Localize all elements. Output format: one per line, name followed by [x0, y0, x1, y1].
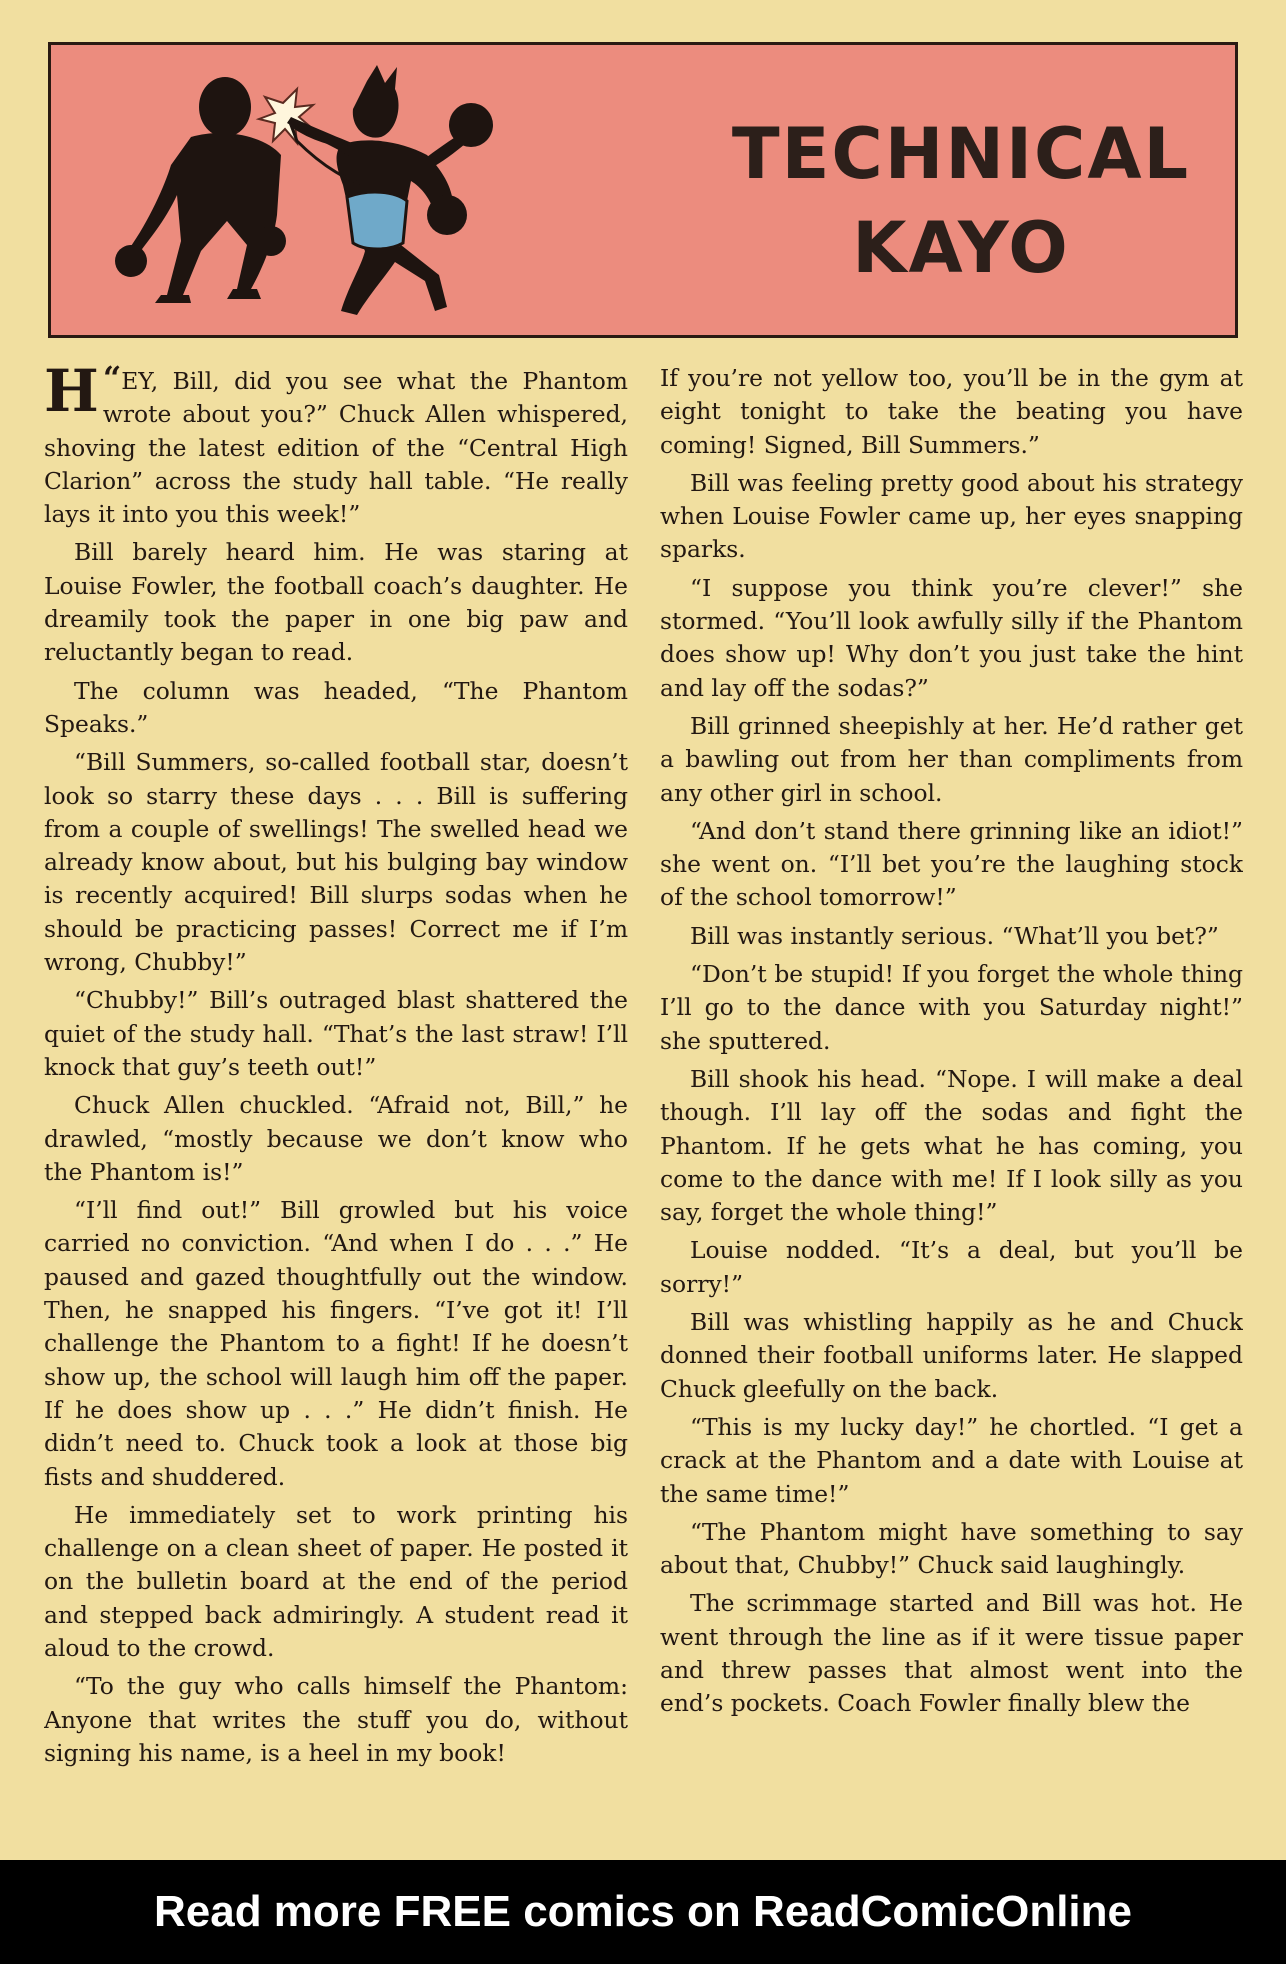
title-line-2: KAYO	[852, 207, 1070, 289]
promo-footer-text: Read more FREE comics on ReadComicOnline	[153, 1887, 1132, 1936]
title-panel	[48, 42, 1238, 338]
paragraph: Bill was instantly serious. “What’ll you bet?”	[690, 921, 1219, 950]
paragraph: Bill barely heard him. He was staring at Louise Fowler, the football coach’s daughter. He dreamily took the paper in one big paw and reluctantly began to read.	[44, 538, 628, 667]
paragraph: “Chubby!” Bill’s outraged blast shattered the quiet of the study hall. “That’s the last straw! I’ll knock that guy’s teeth out!”	[44, 986, 628, 1081]
paragraph: Louise nodded. “It’s a deal, but you’ll be sorry!”	[660, 1236, 1243, 1298]
paragraph	[44, 362, 628, 531]
boxing-shorts	[347, 192, 407, 249]
paragraph: The scrimmage started and Bill was hot. He went through the line as if it were tissue paper and threw passes that almost went into the end’s pockets. Coach Fowler finally blew the	[660, 1589, 1243, 1718]
story-column-right	[660, 362, 1243, 1792]
paragraph: “Don’t be stupid! If you forget the whole thing I’ll go to the dance with you Saturday night!” she sputtered.	[660, 960, 1243, 1055]
paragraph: “Bill Summers, so-called football star, doesn’t look so starry these days . . . Bill is suffering from a couple of swellings! The swelled head we already know about, but his bulging bay window is recently acquired! Bill slurps sodas when he should be practicing passes! Correct me if I’m wrong, Chubby!”	[44, 748, 628, 977]
paragraph: Bill was whistling happily as he and Chuck donned their football uniforms later. He slapped Chuck gleefully on the back.	[660, 1308, 1243, 1403]
paragraph: “And don’t stand there grinning like an idiot!” she went on. “I’ll bet you’re the laughing stock of the school tomorrow!”	[660, 816, 1243, 912]
paragraph: If you’re not yellow too, you’ll be in the gym at eight tonight to take the beating you have coming! Signed, Bill Summers.”	[660, 364, 1243, 459]
paragraph: “To the guy who calls himself the Phantom: Anyone that writes the stuff you do, without signing his name, is a heel in my book!	[44, 1672, 628, 1767]
story-title	[691, 107, 1231, 295]
opening-quote: “	[102, 362, 122, 397]
paragraph: “The Phantom might have something to say about that, Chubby!” Chuck said laughingly.	[660, 1517, 1243, 1580]
promo-footer-banner	[0, 1860, 1286, 1964]
paragraph: Chuck Allen chuckled. “Afraid not, Bill,” he drawled, “mostly because we don’t know who the Phantom is!”	[44, 1091, 628, 1186]
paragraph: “This is my lucky day!” he chortled. “I get a crack at the Phantom and a date with Louise at the same time!”	[660, 1412, 1243, 1508]
crouching-boxer-silhouette	[115, 77, 286, 303]
paragraph: “I suppose you think you’re clever!” she stormed. “You’ll look awfully silly if the Phantom does show up! Why don’t you just take the hint and lay off the sodas?”	[660, 573, 1243, 702]
paragraph: The column was headed, “The Phantom Speaks.”	[44, 676, 628, 738]
paragraph-text: EY, Bill, did you see what the Phantom wrote about you?” Chuck Allen whispered, shoving the latest edition of the “Central High Clarion” across the study hall table. “He really lays it into you this week!”	[44, 367, 628, 529]
phantom-boxer-silhouette	[287, 65, 493, 315]
title-line-1: TECHNICAL	[731, 113, 1191, 195]
paragraph: Bill shook his head. “Nope. I will make a deal though. I’ll lay off the sodas and fight the Phantom. If he gets what he has coming, you come to the dance with me! If I look silly as you say, forget the whole thing!”	[660, 1064, 1243, 1227]
paragraph: Bill grinned sheepishly at her. He’d rather get a bawling out from her than compliments from any other girl in school.	[660, 711, 1243, 807]
paragraph: Bill was feeling pretty good about his strategy when Louise Fowler came up, her eyes snapping sparks.	[660, 468, 1243, 564]
paragraph: “I’ll find out!” Bill growled but his voice carried no conviction. “And when I do . . .” He paused and gazed thoughtfully out the window. Then, he snapped his fingers. “I’ve got it! I’ll challenge the Phantom to a fight! If he doesn’t show up, the school will laugh him off the paper. If he does show up . . .” He didn’t finish. He didn’t need to. Chuck took a look at those big fists and shuddered.	[44, 1196, 628, 1491]
story-column-left	[44, 362, 628, 1792]
paragraph: He immediately set to work printing his challenge on a clean sheet of paper. He posted it on the bulletin board at the end of the period and stepped back admiringly. A student read it aloud to the crowd.	[44, 1500, 628, 1662]
drop-cap: H	[44, 362, 99, 425]
